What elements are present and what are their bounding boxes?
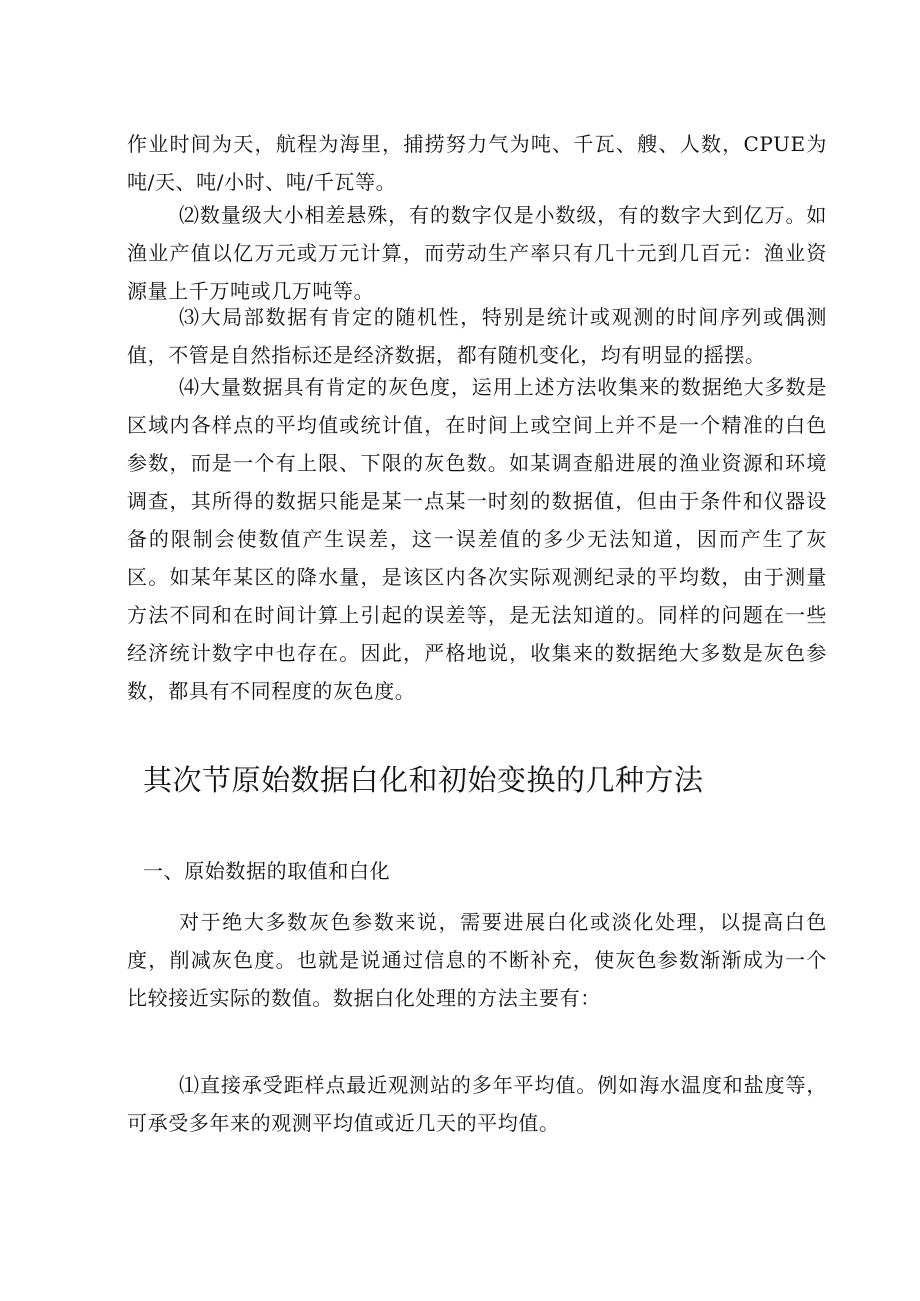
paragraph-whitening-intro: 对于绝大多数灰色参数来说，需要进展白化或淡化处理，以提高白色度，削减灰色度。也就是说通过信息的不断补充，使灰色参数渐渐成为一个比较接近实际的数值。数据白化处理的方法主要有： bbox=[127, 910, 827, 1010]
paragraph-method-1: ⑴直接承受距样点最近观测站的多年平均值。例如海水温度和盐度等，可承受多年来的观测平均值或近几天的平均值。 bbox=[127, 1073, 827, 1135]
section-title: 其次节原始数据白化和初始变换的几种方法 bbox=[143, 763, 704, 797]
subsection-title: 一、原始数据的取值和白化 bbox=[143, 859, 391, 883]
paragraph-units: 作业时间为天，航程为海里，捕捞努力气为吨、千瓦、艘、人数，CPUE为吨/天、吨/小时、吨/千瓦等。 bbox=[127, 132, 827, 194]
paragraph-point-3: ⑶大局部数据有肯定的随机性，特别是统计或观测的时间序列或偶测值，不管是自然指标还是经济数据，都有随机变化，均有明显的摇摆。 bbox=[127, 305, 827, 367]
paragraph-point-4: ⑷大量数据具有肯定的灰色度，运用上述方法收集来的数据绝大多数是区域内各样点的平均值或统计值，在时间上或空间上并不是一个精准的白色参数，而是一个有上限、下限的灰色数。如某调查船进展的渔业资源和环境调查，其所得的数据只能是某一点某一时刻的数据值，但由于条件和仪器设备的限制会使数值产生误差，这一误差值的多少无法知道，因而产生了灰区。如某年某区的降水量，是该区内各次实际观测纪录的平均数，由于测量方法不同和在时间计算上引起的误差等，是无法知道的。同样的问题在一些经济统计数字中也存在。因此，严格地说，收集来的数据绝大多数是灰色参数，都具有不同程度的灰色度。 bbox=[127, 375, 827, 703]
paragraph-point-2: ⑵数量级大小相差悬殊，有的数字仅是小数级，有的数字大到亿万。如渔业产值以亿万元或万元计算，而劳动生产率只有几十元到几百元：渔业资源量上千万吨或几万吨等。 bbox=[127, 203, 827, 303]
